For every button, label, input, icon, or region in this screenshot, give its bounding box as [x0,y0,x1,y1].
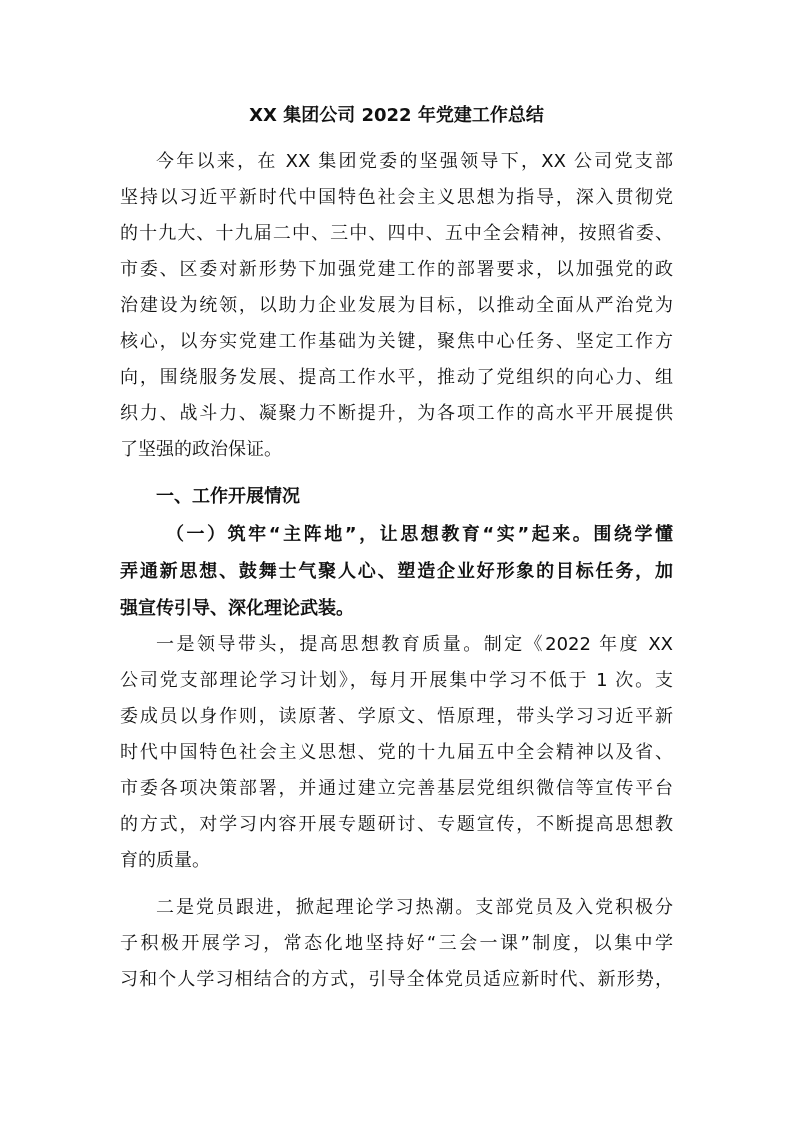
paragraph-line: 委成员以身作则，读原著、学原文、悟原理，带头学习习近平新 [120,706,673,727]
paragraph-line: 二是党员跟进，掀起理论学习热潮。支部党员及入党积极分 [156,897,673,918]
intro-line: 市委、区委对新形势下加强党建工作的部署要求，以加强党的政 [120,259,673,280]
paragraph-line: 公司党支部理论学习计划》，每月开展集中学习不低于 1 次。支 [120,670,673,691]
section-heading: 一、工作开展情况 [156,486,300,507]
intro-line: 坚持以习近平新时代中国特色社会主义思想为指导，深入贯彻党 [120,187,673,208]
paragraph-line: 市委各项决策部署，并通过建立完善基层党组织微信等宣传平台 [120,778,673,799]
paragraph-line: 习和个人学习相结合的方式，引导全体党员适应新时代、新形势， [120,969,673,990]
intro-line: 今年以来，在 XX 集团党委的坚强领导下，XX 公司党支部 [156,151,673,172]
paragraph-line: 育的质量。 [120,850,210,871]
paragraph-line: 时代中国特色社会主义思想、党的十九届五中全会精神以及省、 [120,742,673,763]
intro-line: 核心，以夯实党建工作基础为关键，聚焦中心任务、坚定工作方 [120,331,673,352]
intro-line: 治建设为统领，以助力企业发展为目标，以推动全面从严治党为 [120,295,673,316]
document-title: XX 集团公司 2022 年党建工作总结 [249,105,544,126]
paragraph-line: 的方式，对学习内容开展专题研讨、专题宣传，不断提高思想教 [120,814,673,835]
intro-line: 了坚强的政治保证。 [120,439,282,460]
paragraph-line: 子积极开展学习，常态化地坚持好“三会一课”制度，以集中学 [120,933,673,954]
subsection-heading-line: 强宣传引导、深化理论武装。 [120,598,354,619]
intro-line: 向，围绕服务发展、提高工作水平，推动了党组织的向心力、组 [120,367,673,388]
intro-line: 的十九大、十九届二中、三中、四中、五中全会精神，按照省委、 [120,223,673,244]
paragraph-line: 一是领导带头，提高思想教育质量。制定《2022 年度 XX [156,634,673,655]
intro-line: 织力、战斗力、凝聚力不断提升，为各项工作的高水平开展提供 [120,403,673,424]
subsection-heading-line: （一）筑牢“主阵地”，让思想教育“实”起来。围绕学懂 [166,524,673,545]
subsection-heading-line: 弄通新思想、鼓舞士气聚人心、塑造企业好形象的目标任务，加 [120,561,673,582]
